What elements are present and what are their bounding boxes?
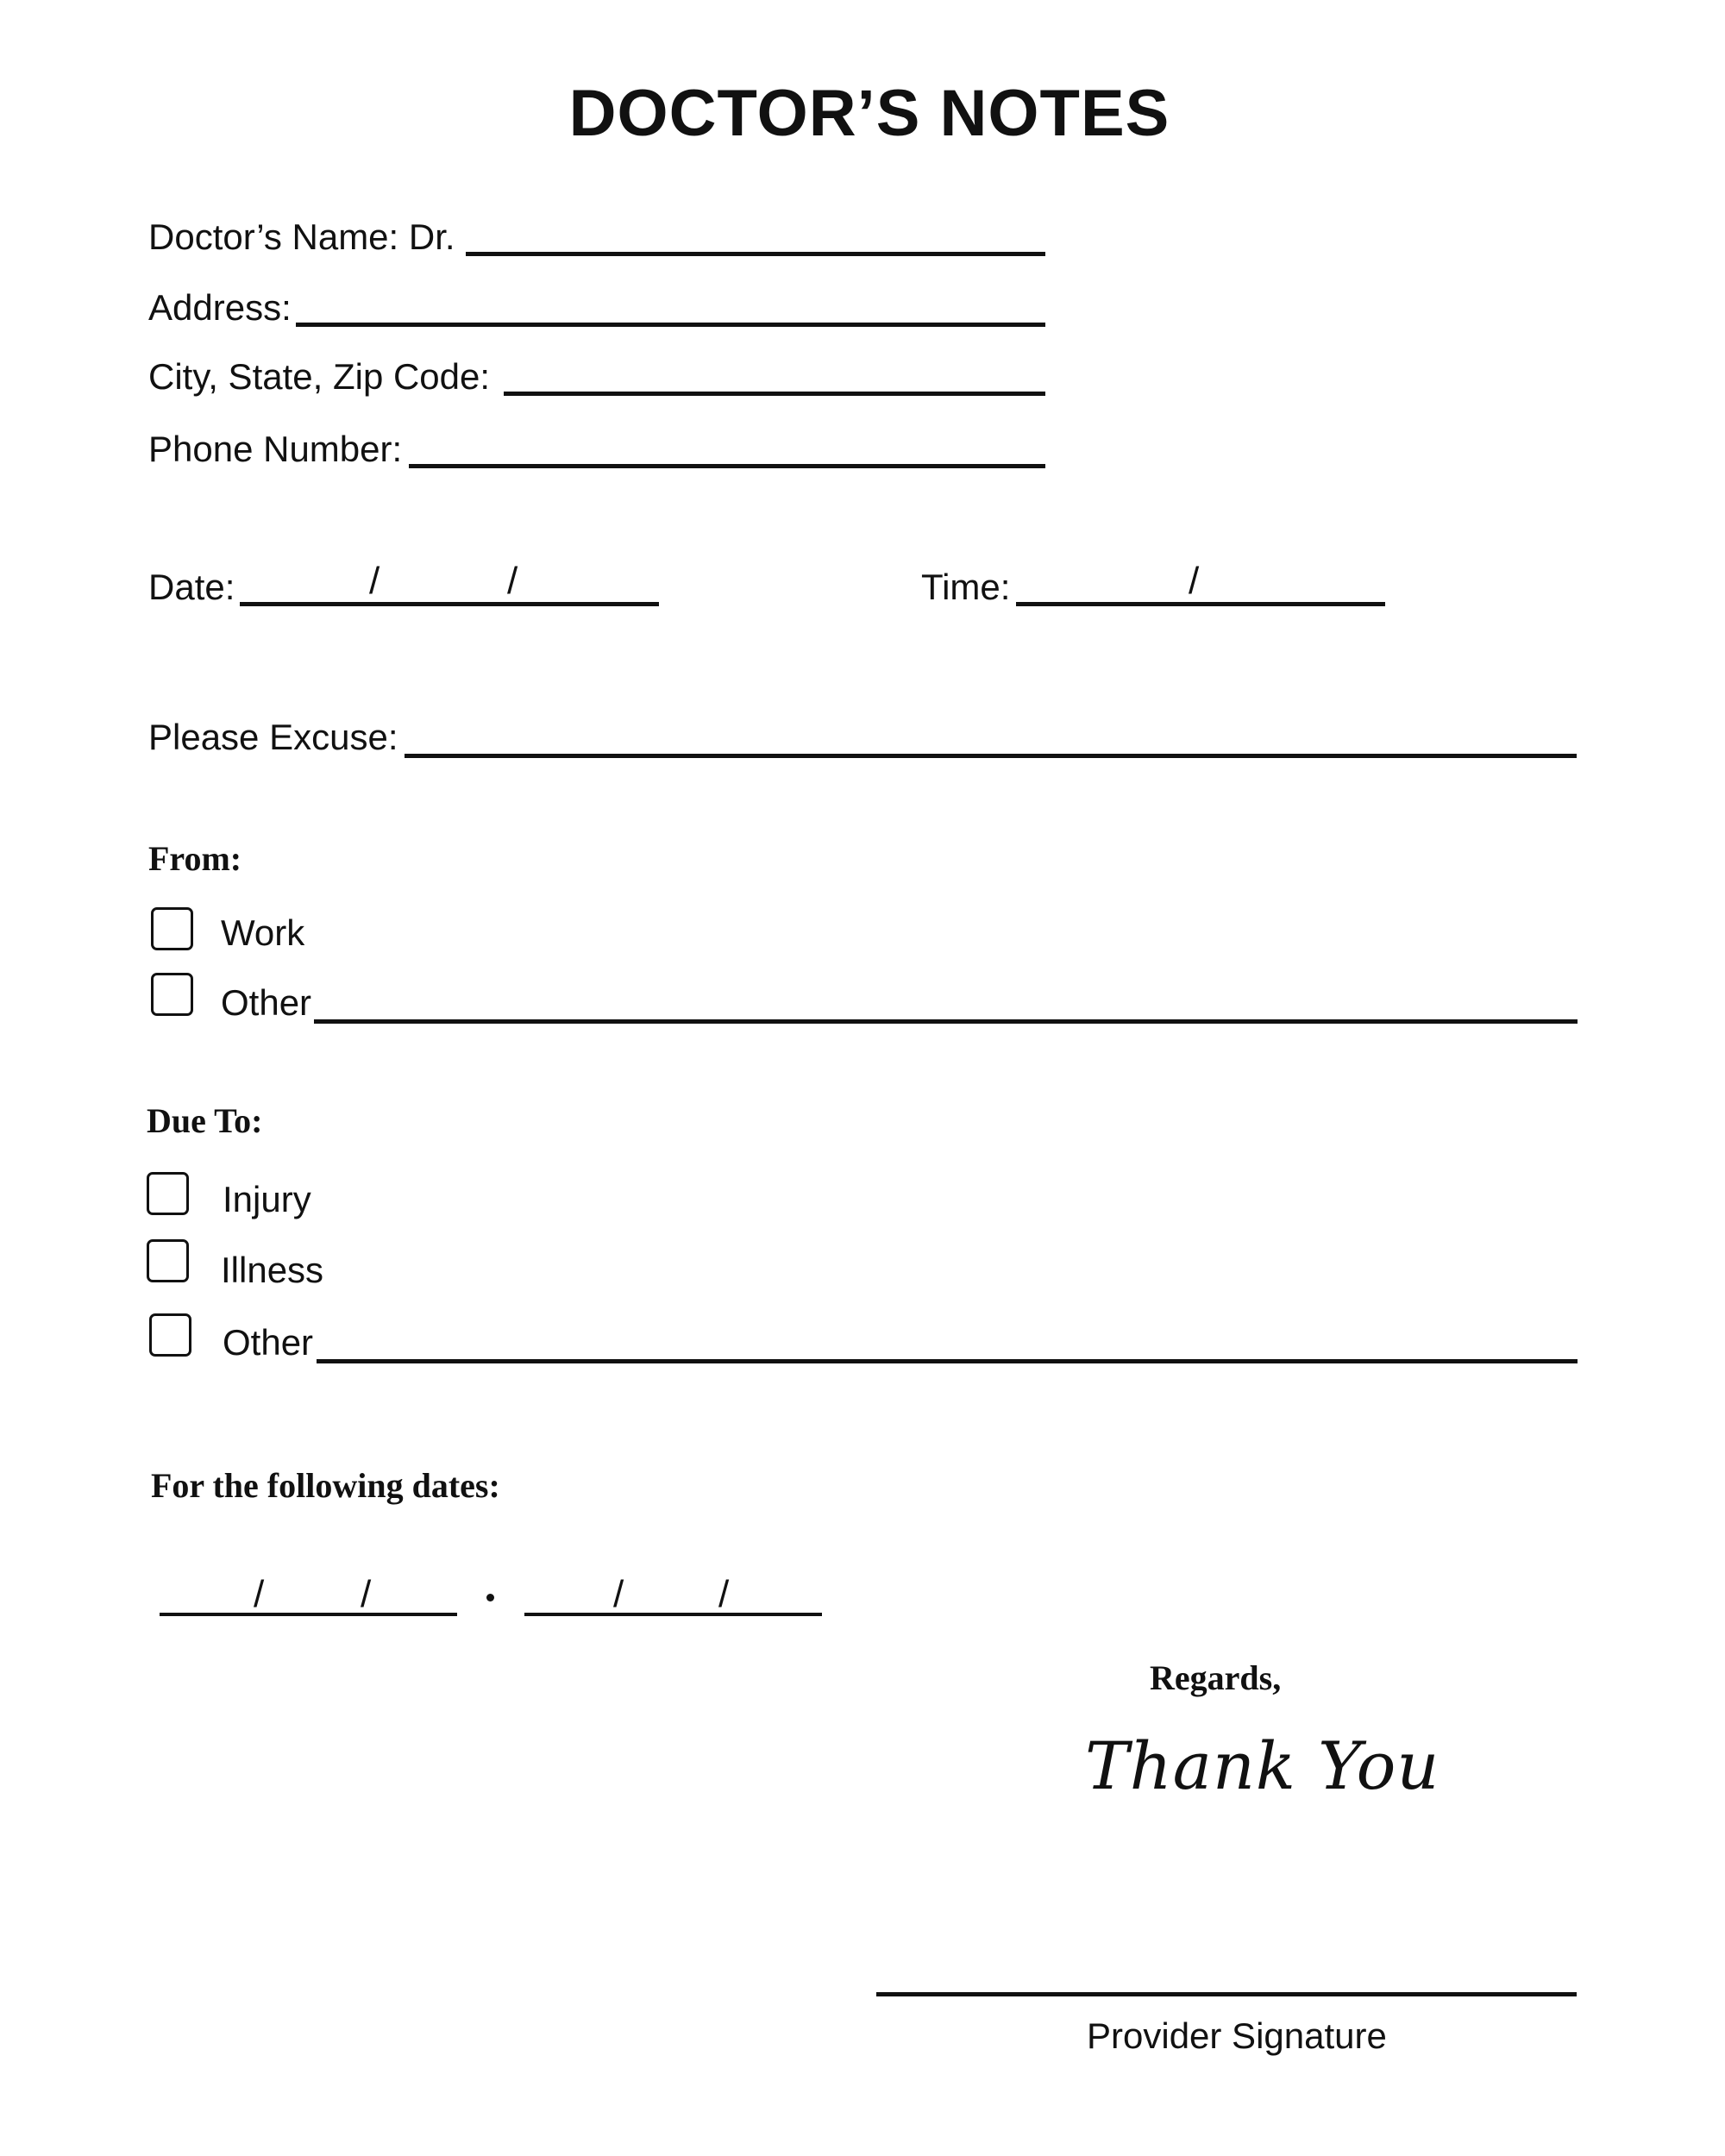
address-label: Address: — [148, 287, 292, 328]
address-field[interactable] — [296, 323, 1045, 327]
work-label: Work — [221, 912, 305, 953]
page-title: DOCTOR’S NOTES — [568, 77, 1170, 150]
thank-you-text: Thank You — [1085, 1727, 1440, 1804]
injury-label: Injury — [223, 1179, 311, 1219]
end-date-slash-1: / — [613, 1573, 624, 1615]
phone-number-field[interactable] — [409, 464, 1045, 468]
due-to-other-label: Other — [223, 1322, 314, 1363]
illness-label: Illness — [221, 1250, 324, 1290]
doctor-name-label: Doctor’s Name: Dr. — [148, 216, 455, 257]
start-date-slash-1: / — [254, 1573, 265, 1615]
due-to-heading: Due To: — [147, 1101, 263, 1140]
injury-checkbox[interactable] — [147, 1172, 189, 1215]
date-label: Date: — [148, 567, 235, 607]
from-other-checkbox[interactable] — [151, 973, 193, 1016]
time-label: Time: — [921, 567, 1011, 607]
time-field[interactable] — [1016, 602, 1385, 606]
please-excuse-field[interactable] — [405, 754, 1577, 758]
end-date-field[interactable] — [524, 1613, 822, 1616]
date-range-dot — [486, 1594, 494, 1601]
signature-line[interactable] — [876, 1992, 1577, 1996]
city-state-zip-label: City, State, Zip Code: — [148, 356, 491, 397]
please-excuse-label: Please Excuse: — [148, 717, 398, 757]
date-field[interactable] — [240, 602, 659, 606]
following-dates-heading: For the following dates: — [151, 1466, 500, 1505]
due-to-other-field[interactable] — [317, 1359, 1578, 1363]
from-heading: From: — [148, 839, 242, 878]
regards-text: Regards, — [1150, 1658, 1282, 1697]
date-slash-1: / — [369, 560, 380, 602]
from-other-field[interactable] — [314, 1019, 1578, 1024]
illness-checkbox[interactable] — [147, 1239, 189, 1282]
doctor-name-field[interactable] — [466, 252, 1045, 256]
date-slash-2: / — [507, 560, 518, 602]
start-date-field[interactable] — [160, 1613, 457, 1616]
time-slash: / — [1189, 560, 1200, 602]
work-checkbox[interactable] — [151, 907, 193, 950]
phone-number-label: Phone Number: — [148, 429, 403, 469]
provider-signature-label: Provider Signature — [1087, 2015, 1387, 2056]
end-date-slash-2: / — [718, 1573, 730, 1615]
from-other-label: Other — [221, 982, 312, 1023]
start-date-slash-2: / — [361, 1573, 372, 1615]
due-to-other-checkbox[interactable] — [149, 1313, 191, 1357]
city-state-zip-field[interactable] — [504, 392, 1045, 396]
